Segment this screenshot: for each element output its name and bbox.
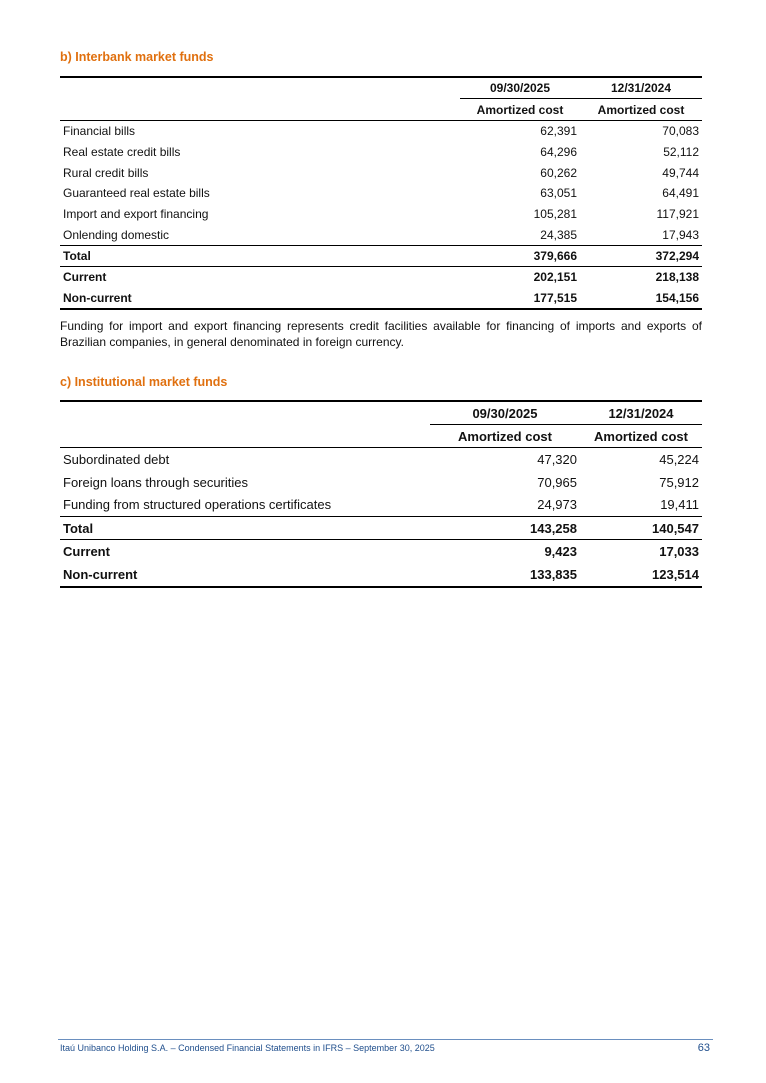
table-header-row	[60, 425, 702, 448]
header-blank	[60, 77, 460, 99]
row-label: Financial bills	[63, 124, 136, 139]
table-row	[60, 121, 702, 142]
row-value-2025: 24,973	[537, 497, 577, 513]
row-label: Import and export financing	[63, 207, 209, 222]
table-row	[60, 162, 702, 183]
non-current-value-2025: 177,515	[460, 287, 580, 309]
footer-text: Itaú Unibanco Holding S.A. – Condensed Financial Statements in IFRS – September 30, 2025	[60, 1043, 435, 1053]
current-row	[60, 540, 702, 564]
section-b-title: b) Interbank market funds	[60, 50, 214, 64]
current-value-2025: 202,151	[460, 267, 580, 288]
row-label: Rural credit bills	[63, 165, 149, 180]
table-row	[60, 142, 702, 163]
table-header-row	[60, 99, 702, 121]
header-date-1: 09/30/2025	[430, 401, 580, 425]
row-value-2024: 117,921	[656, 207, 699, 222]
row-value-2024: 52,112	[663, 145, 699, 160]
header-blank	[60, 99, 460, 121]
header-basis-1: Amortized cost	[460, 99, 580, 121]
current-row	[60, 267, 702, 288]
section-c-title: c) Institutional market funds	[60, 375, 228, 389]
total-label: Total	[60, 246, 460, 267]
row-value-2025: 62,391	[540, 124, 577, 139]
table-row	[60, 471, 702, 494]
row-label: Funding from structured operations certificates	[63, 497, 332, 513]
current-value-2024: 218,138	[580, 267, 702, 288]
current-label: Current	[60, 540, 430, 564]
interbank-funds-table	[60, 76, 702, 310]
total-value-2024: 372,294	[580, 246, 702, 267]
row-value-2025: 63,051	[540, 186, 577, 201]
row-label: Real estate credit bills	[63, 145, 181, 160]
row-label: Subordinated debt	[63, 451, 170, 467]
header-date-1: 09/30/2025	[460, 77, 580, 99]
total-row	[60, 517, 702, 540]
table-row	[60, 448, 702, 471]
non-current-row	[60, 287, 702, 309]
table-row	[60, 224, 702, 245]
header-blank	[60, 425, 430, 448]
table-header-row	[60, 77, 702, 99]
non-current-value-2024: 154,156	[580, 287, 702, 309]
row-label: Foreign loans through securities	[63, 474, 248, 490]
header-date-2: 12/31/2024	[580, 401, 702, 425]
row-value-2024: 19,411	[660, 497, 699, 513]
row-value-2024: 49,744	[662, 165, 699, 180]
table-row	[60, 183, 702, 204]
row-value-2024: 70,083	[662, 124, 699, 139]
non-current-value-2025: 133,835	[430, 563, 580, 587]
row-value-2024: 75,912	[659, 474, 699, 490]
table-row	[60, 493, 702, 516]
current-value-2025: 9,423	[430, 540, 580, 564]
total-value-2024: 140,547	[580, 517, 702, 540]
total-row	[60, 246, 702, 267]
current-value-2024: 17,033	[580, 540, 702, 564]
non-current-label: Non-current	[60, 563, 430, 587]
footer-divider	[58, 1039, 713, 1040]
header-basis-2: Amortized cost	[580, 425, 702, 448]
total-value-2025: 379,666	[460, 246, 580, 267]
row-value-2025: 60,262	[540, 165, 577, 180]
import-export-note: Funding for import and export financing represents credit facilities available for financing of imports and exports of Brazilian companies, in general denominated in foreign currency.	[60, 319, 702, 349]
header-blank	[60, 401, 430, 425]
row-value-2024: 64,491	[662, 186, 699, 201]
row-value-2025: 24,385	[540, 227, 577, 242]
institutional-funds-table	[60, 400, 702, 588]
non-current-value-2024: 123,514	[580, 563, 702, 587]
row-value-2024: 17,943	[662, 227, 699, 242]
row-value-2024: 45,224	[659, 451, 699, 467]
table-header-row	[60, 401, 702, 425]
non-current-label: Non-current	[60, 287, 460, 309]
page-number: 63	[697, 1042, 710, 1054]
non-current-row	[60, 563, 702, 587]
header-basis-2: Amortized cost	[580, 99, 702, 121]
total-label: Total	[60, 517, 430, 540]
current-label: Current	[60, 267, 460, 288]
total-value-2025: 143,258	[430, 517, 580, 540]
row-label: Onlending domestic	[63, 227, 170, 242]
header-date-2: 12/31/2024	[580, 77, 702, 99]
header-basis-1: Amortized cost	[430, 425, 580, 448]
table-row	[60, 204, 702, 225]
row-value-2025: 105,281	[533, 207, 577, 222]
row-value-2025: 64,296	[540, 145, 577, 160]
row-value-2025: 47,320	[537, 451, 577, 467]
row-label: Guaranteed real estate bills	[63, 186, 210, 201]
row-value-2025: 70,965	[537, 474, 577, 490]
